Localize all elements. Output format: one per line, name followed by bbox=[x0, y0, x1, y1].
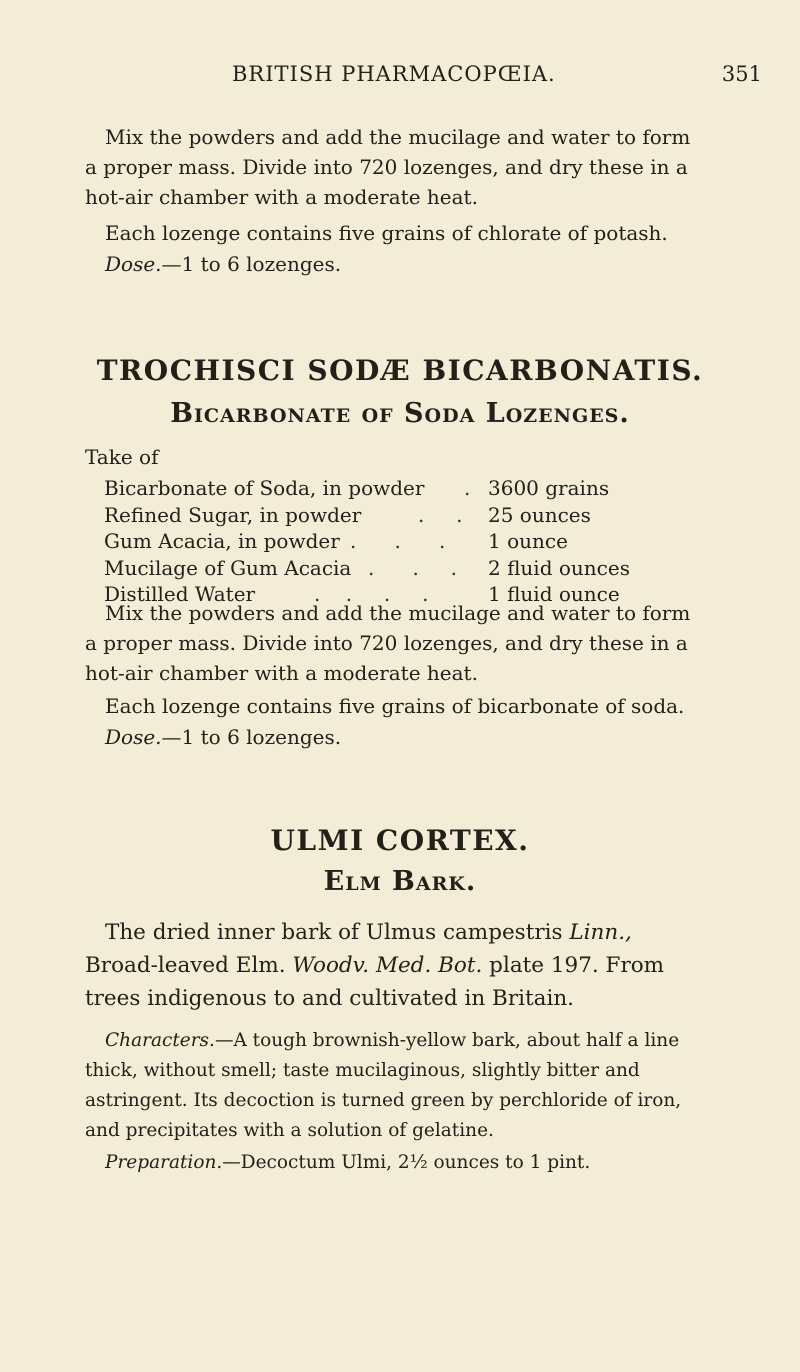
ingredient-name: Gum Acacia, in powder bbox=[104, 529, 340, 553]
ulmi-characters: Characters.—A tough brownish-yellow bark, about half a line thick, without smell; taste mucilaginous, slightly bitter and astringent. Its decoction is turned green by perchloride of iron, and precipitates with a solution of gelatine. bbox=[85, 1030, 682, 1141]
ingredient-row bbox=[104, 476, 704, 503]
ulmi-section-title: ULMI CORTEX. bbox=[270, 824, 530, 857]
ulmi-description: The dried inner bark of Ulmus campestris Linn., Broad-leaved Elm. Woodv. Med. Bot. plate 197. From trees indigenous to and cultivated in Britain. bbox=[85, 920, 665, 1011]
soda-section-subtitle: Bicarbonate of Soda Lozenges. bbox=[170, 398, 630, 429]
leader-dots: . bbox=[464, 476, 471, 500]
ingredient-row bbox=[104, 529, 704, 556]
ingredient-name: Distilled Water bbox=[104, 582, 256, 606]
dose-potash: Dose.—1 to 6 lozenges. bbox=[105, 252, 342, 276]
ingredient-qty: 3600 grains bbox=[488, 476, 610, 500]
ingredient-qty: 1 ounce bbox=[488, 529, 568, 553]
ingredient-name: Bicarbonate of Soda, in powder bbox=[104, 476, 425, 500]
mix-paragraph-potash: Mix the powders and add the mucilage and water to form a proper mass. Divide into 720 lozenges, and dry these in a hot-air chamber with a moderate heat. bbox=[85, 125, 691, 209]
leader-dots: . . . . bbox=[314, 582, 429, 606]
dose-soda: Dose.—1 to 6 lozenges. bbox=[105, 725, 342, 749]
running-title: BRITISH PHARMACOPŒIA. bbox=[232, 62, 556, 86]
ulmi-section-subtitle: Elm Bark. bbox=[323, 866, 477, 897]
page-header bbox=[232, 62, 762, 96]
leader-dots: . . . bbox=[350, 529, 446, 553]
ingredient-row bbox=[104, 503, 704, 530]
page-number: 351 bbox=[721, 62, 762, 86]
lozenge-content-soda: Each lozenge contains five grains of bicarbonate of soda. bbox=[105, 694, 685, 718]
take-of-label: Take of bbox=[85, 445, 159, 469]
ulmi-preparation: Preparation.—Decoctum Ulmi, 2½ ounces to 1 pint. bbox=[105, 1152, 591, 1173]
ingredient-row bbox=[104, 556, 704, 583]
ingredient-name: Refined Sugar, in powder bbox=[104, 502, 362, 527]
ingredient-qty: 1 fluid ounce bbox=[488, 582, 620, 606]
mix-paragraph-soda: Mix the powders and add the mucilage and water to form a proper mass. Divide into 720 lozenges, and dry these in a hot-air chamber with a moderate heat. bbox=[85, 601, 691, 685]
ingredient-name: Mucilage of Gum Acacia bbox=[104, 555, 352, 580]
ingredient-qty: 2 fluid ounces bbox=[488, 555, 630, 580]
leader-dots: . . bbox=[418, 502, 463, 527]
leader-dots: . . . bbox=[368, 555, 458, 580]
lozenge-content-potash: Each lozenge contains five grains of chlorate of potash. bbox=[105, 221, 668, 245]
ingredients-list bbox=[104, 476, 704, 609]
ingredient-qty: 25 ounces bbox=[488, 502, 591, 527]
soda-section-title: TROCHISCI SODÆ BICARBONATIS. bbox=[96, 354, 704, 387]
